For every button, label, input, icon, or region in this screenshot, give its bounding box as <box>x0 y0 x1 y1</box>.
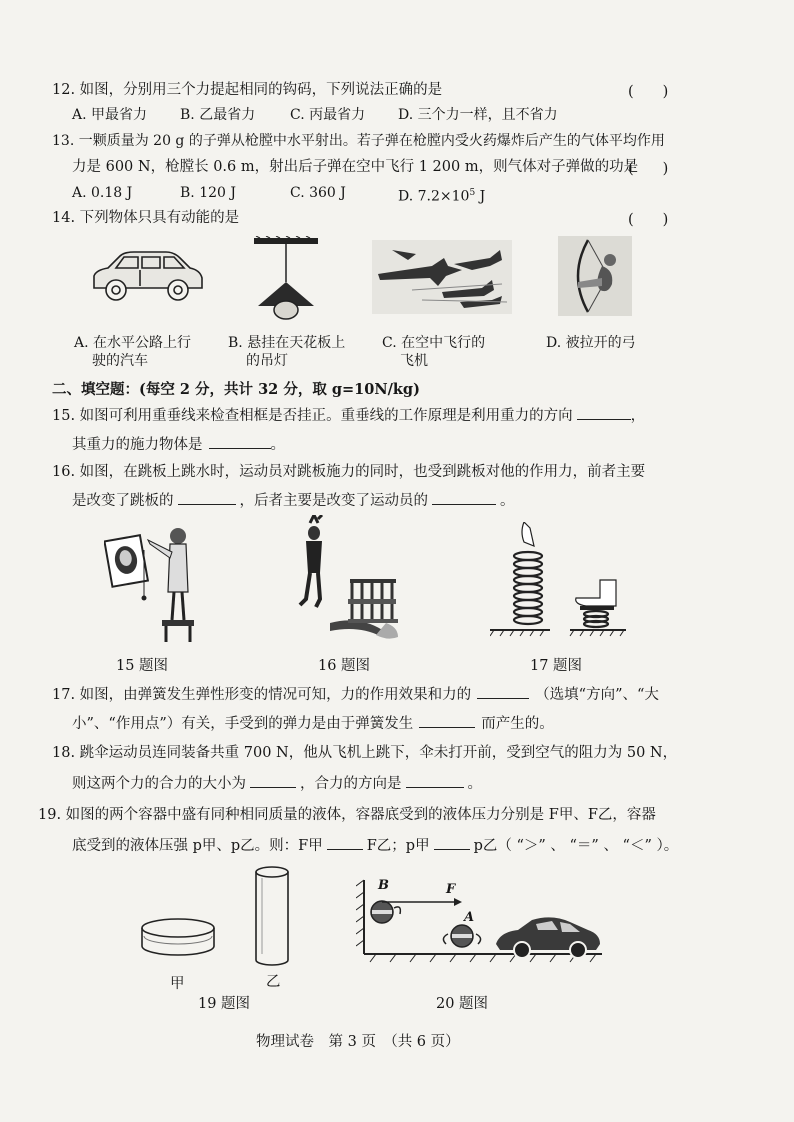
q18-line2: 则这两个力的合力的大小为 ，合力的方向是 。 <box>72 773 482 794</box>
caption-figure-15: 15 题图 <box>116 658 169 674</box>
q14-option-c-l1: C. 在空中飞行的 <box>382 335 486 351</box>
q15-line1: 15. 如图可利用重垂线来检查相框是否挂正。重垂线的工作原理是利用重力的方向 ， <box>52 405 645 426</box>
q13-option-d: D. $7.2\times 10^5$ J <box>398 188 486 205</box>
fig20-label-b: B <box>378 878 389 893</box>
q13-answer-paren: ( ) <box>628 161 669 177</box>
hanging-lamp-figure <box>246 236 326 320</box>
figure-16-springboard <box>290 515 402 645</box>
q13-option-a: A. 0.18 J <box>72 185 133 201</box>
q12-option-c: C. 丙最省力 <box>290 107 366 123</box>
caption-figure-20: 20 题图 <box>436 996 489 1012</box>
car-figure <box>88 248 206 304</box>
q17-line1: 17. 如图，由弹簧发生弹性形变的情况可知，力的作用效果和力的 （选填“方向”、“大 <box>52 684 659 705</box>
q12-option-d: D. 三个力一样，且不省力 <box>398 107 558 123</box>
q15-blank-1[interactable] <box>577 405 631 420</box>
q12-text: 12. 如图，分别用三个力提起相同的钩码，下列说法正确的是 <box>52 82 443 98</box>
q19-line1: 19. 如图的两个容器中盛有同种相同质量的液体，容器底受到的液体压力分别是 F甲、F乙，容器 <box>38 807 656 823</box>
q18-line1: 18. 跳伞运动员连同装备共重 700 N，他从飞机上跳下，伞未打开前，受到空气的阻力为 50 N， <box>52 745 678 761</box>
q16-line1: 16. 如图，在跳板上跳水时，运动员对跳板施力的同时，也受到跳板对他的作用力，前者主要 <box>52 464 646 480</box>
q12-option-a: A. 甲最省力 <box>72 107 148 123</box>
label-jia: 甲 <box>170 976 185 992</box>
q14-text: 14. 下列物体只具有动能的是 <box>52 210 240 226</box>
caption-figure-19: 19 题图 <box>198 996 251 1012</box>
q19-blank-2[interactable] <box>434 835 470 850</box>
q13-option-c: C. 360 J <box>290 185 346 201</box>
caption-figure-17: 17 题图 <box>530 658 583 674</box>
q13-line1: 13. 一颗质量为 20 g 的子弹从枪膛中水平射出。若子弹在枪膛内受火药爆炸后产生的气体平均作用 <box>52 133 665 149</box>
q14-option-b-l2: 的吊灯 <box>246 353 288 369</box>
q14-option-a-l2: 驶的汽车 <box>92 353 148 369</box>
figure-15-plumb-line <box>104 522 200 644</box>
q14-option-d-l1: D. 被拉开的弓 <box>546 335 636 351</box>
figure-17-springs <box>490 522 630 640</box>
label-yi: 乙 <box>266 974 281 990</box>
q17-line2: 小”、“作用点”）有关，手受到的弹力是由于弹簧发生 而产生的。 <box>72 713 554 734</box>
drawn-bow-figure <box>558 236 632 316</box>
q14-answer-paren: ( ) <box>628 212 669 228</box>
figure-20-car-magnets <box>356 876 606 968</box>
q18-blank-1[interactable] <box>250 773 296 788</box>
q12-option-b: B. 乙最省力 <box>180 107 256 123</box>
q17-blank-1[interactable] <box>477 684 529 699</box>
q13-line2: 力是 600 N，枪膛长 0.6 m，射出后子弹在空中飞行 1 200 m，则气体对子弹做的功是 <box>72 159 639 175</box>
q15-line2: 其重力的施力物体是 。 <box>72 434 285 455</box>
fig20-label-f: F <box>446 882 456 897</box>
q14-option-a-l1: A. 在水平公路上行 <box>74 335 192 351</box>
q18-blank-2[interactable] <box>406 773 464 788</box>
q16-line2: 是改变了跳板的 ，后者主要是改变了运动员的 。 <box>72 490 515 511</box>
q14-option-b-l1: B. 悬挂在天花板上 <box>228 335 346 351</box>
q16-blank-1[interactable] <box>178 490 236 505</box>
page-footer: 物理试卷 第 3 页 （共 6 页） <box>256 1034 460 1050</box>
caption-figure-16: 16 题图 <box>318 658 371 674</box>
q16-blank-2[interactable] <box>432 490 496 505</box>
q19-blank-1[interactable] <box>327 835 363 850</box>
fig20-label-a: A <box>464 910 475 925</box>
q14-option-c-l2: 飞机 <box>400 353 428 369</box>
q13-option-b: B. 120 J <box>180 185 236 201</box>
q17-blank-2[interactable] <box>419 713 475 728</box>
q19-line2: 底受到的液体压强 p甲、p乙。则：F甲 F乙；p甲 p乙（ “＞” 、 “＝” 、 “＜” ）。 <box>72 835 678 856</box>
flying-planes-figure <box>372 240 512 314</box>
figure-19-containers <box>138 864 314 968</box>
section-2-title: 二、填空题：(每空 2 分，共计 32 分，取 g=10N/kg) <box>52 381 420 398</box>
q12-answer-paren: ( ) <box>628 84 669 100</box>
q15-blank-2[interactable] <box>209 434 271 449</box>
